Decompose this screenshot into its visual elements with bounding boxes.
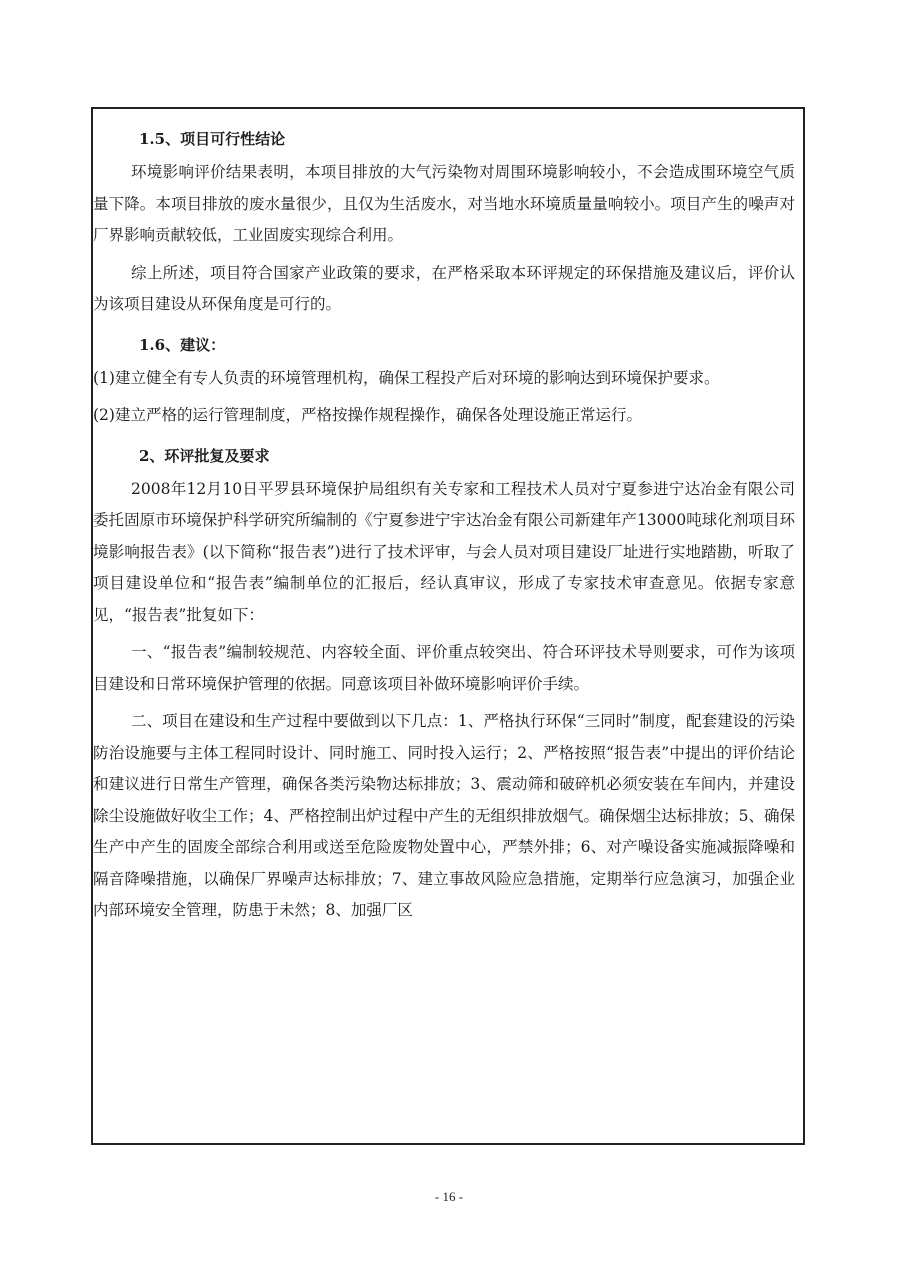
section-heading-1-5: 1.5、项目可行性结论 bbox=[139, 130, 286, 148]
section-heading-2: 2、环评批复及要求 bbox=[139, 446, 270, 465]
bordered-content-frame bbox=[91, 107, 805, 1145]
paragraph-text: 综上所述，项目符合国家产业政策的要求，在严格采取本环评规定的环保措施及建议后，评价认为该项目建设从环保角度是可行的。 bbox=[93, 263, 795, 313]
paragraph-1-6-item-1 bbox=[93, 363, 795, 395]
paragraph-text: (1)建立健全有专人负责的环境管理机构，确保工程投产后对环境的影响达到环境保护要求。 bbox=[93, 368, 720, 387]
paragraph-1-6-item-2 bbox=[93, 400, 795, 432]
paragraph-text: 一、“报告表”编制较规范、内容较全面、评价重点较突出、符合环评技术导则要求，可作为该项目建设和日常环境保护管理的依据。同意该项目补做环境影响评价手续。 bbox=[93, 643, 795, 693]
paragraph-text: 环境影响评价结果表明，本项目排放的大气污染物对周围环境影响较小，不会造成围环境空气质量下降。本项目排放的废水量很少，且仅为生活废水，对当地水环境质量量响较小。项目产生的噪声对厂界影响贡献较低，工业固废实现综合利用。 bbox=[93, 163, 795, 244]
paragraph-text: (2)建立严格的运行管理制度，严格按操作规程操作，确保各处理设施正常运行。 bbox=[93, 406, 642, 424]
page-number: - 16 - bbox=[434, 1189, 464, 1204]
paragraph-2-point-2 bbox=[93, 706, 795, 927]
paragraph-text: 2008年12月10日平罗县环境保护局组织有关专家和工程技术人员对宁夏参进宁达冶金有限公司委托固原市环境保护科学研究所编制的《宁夏参进宁宇达冶金有限公司新建年产13000吨球化剂项目环境影响报告表》(以下简称“报告表”)进行了技术评审，与会人员对项目建设厂址进行实地踏勘，听取了项目建设单位和“报告表”编制单位的汇报后，经认真审议，形成了专家技术审查意见。依据专家意见，“报告表”批复如下： bbox=[93, 479, 795, 624]
paragraph-1-5-conclusion bbox=[93, 157, 795, 252]
paragraph-2-point-1 bbox=[93, 637, 795, 700]
paragraph-1-5-summary bbox=[93, 258, 795, 321]
section-heading-1-6: 1.6、建议： bbox=[139, 335, 226, 354]
paragraph-text: 二、项目在建设和生产过程中要做到以下几点：1、严格执行环保“三同时”制度，配套建设的污染防治设施要与主体工程同时设计、同时施工、同时投入运行；2、严格按照“报告表”中提出的评价结论和建议进行日常生产管理，确保各类污染物达标排放；3、震动筛和破碎机必须安装在车间内，并建设除尘设施做好收尘工作；4、严格控制出炉过程中产生的无组织排放烟气。确保烟尘达标排放；5、确保生产中产生的固废全部综合利用或送至危险废物处置中心，严禁外排；6、对产噪设备实施减振降噪和隔音降噪措施，以确保厂界噪声达标排放；7、建立事故风险应急措施，定期举行应急演习，加强企业内部环境安全管理，防患于未然；8、加强厂区 bbox=[93, 712, 795, 919]
paragraph-2-intro bbox=[93, 474, 795, 632]
